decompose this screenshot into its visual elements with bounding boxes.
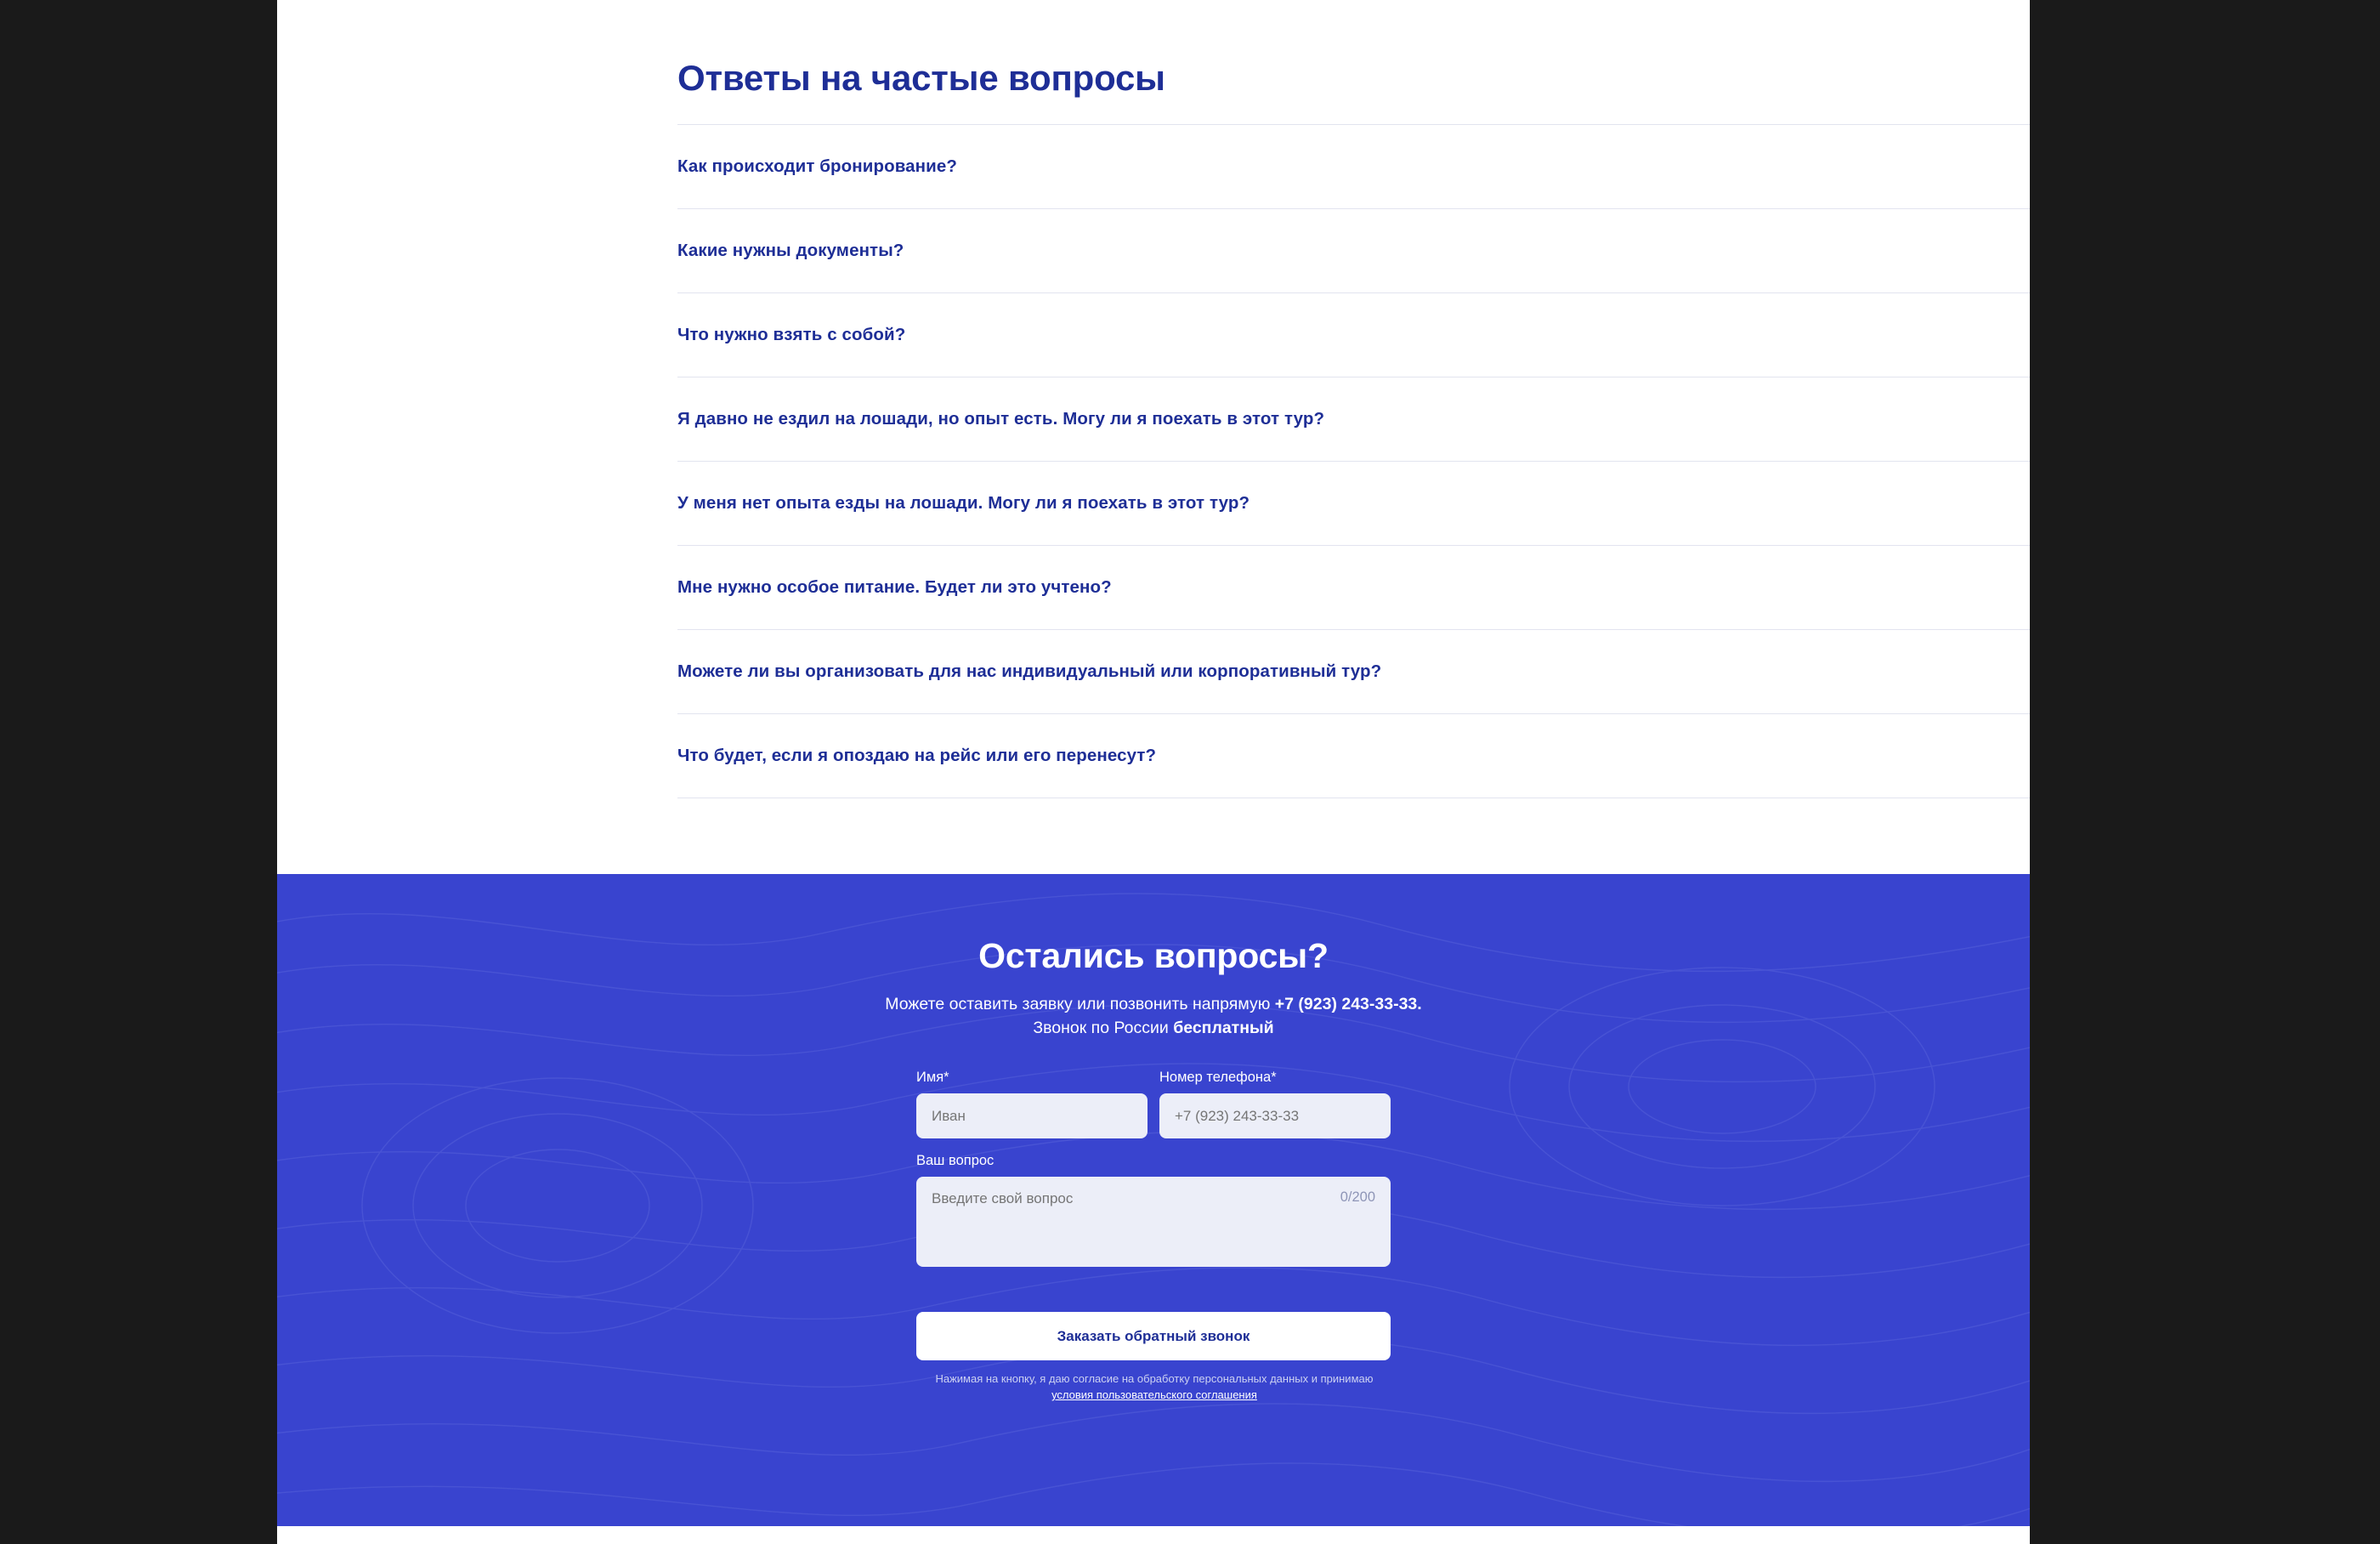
question-field-wrapper [916,1153,1391,1271]
faq-question: Как происходит бронирование? [677,156,957,176]
faq-question: Какие нужны документы? [677,241,904,260]
consent-prefix: Нажимая на кнопку, я даю согласие на обработку персональных данных и принимаю [935,1372,1374,1386]
cta-title: Остались вопросы? [978,936,1329,975]
faq-item[interactable] [677,629,2030,713]
faq-item[interactable] [677,208,2030,292]
question-input-wrapper [916,1177,1391,1271]
cta-subtitle [277,993,2030,1040]
cta-free-label: бесплатный [1173,1018,1274,1037]
faq-item[interactable] [677,713,2030,798]
question-label: Ваш вопрос [916,1153,994,1169]
faq-item[interactable] [677,377,2030,461]
name-field-wrapper [916,1070,1148,1138]
character-counter: 0/200 [1340,1189,1375,1206]
faq-title: Ответы на частые вопросы [677,58,1165,98]
faq-section [277,0,2030,798]
name-label: Имя* [916,1070,949,1086]
faq-question: Можете ли вы организовать для нас индивидуальный или корпоративный тур? [677,661,1382,681]
page-content [277,0,2030,1544]
faq-item[interactable] [677,545,2030,629]
question-textarea[interactable] [916,1177,1391,1267]
faq-question: Мне нужно особое питание. Будет ли это учтено? [677,577,1112,597]
faq-question: Что нужно взять с собой? [677,325,906,344]
callback-form [916,1070,1391,1404]
form-row [916,1070,1391,1138]
faq-question: У меня нет опыта езды на лошади. Могу ли я поехать в этот тур? [677,493,1250,513]
phone-input[interactable] [1159,1093,1391,1138]
faq-question: Я давно не ездил на лошади, но опыт есть. Могу ли я поехать в этот тур? [677,409,1325,429]
faq-item[interactable] [677,461,2030,545]
name-input[interactable] [916,1093,1148,1138]
cta-content [277,874,2030,1404]
cta-subtitle-text-2: Звонок по России [1033,1018,1174,1037]
cta-phone[interactable]: +7 (923) 243-33-33. [1274,995,1422,1013]
contact-cta-section [277,874,2030,1526]
consent-text [916,1371,1392,1404]
faq-question: Что будет, если я опоздаю на рейс или его перенесут? [677,746,1157,765]
user-agreement-link[interactable]: условия пользовательского соглашения [1051,1388,1257,1402]
phone-label: Номер телефона* [1159,1070,1277,1086]
phone-field-wrapper [1159,1070,1391,1138]
faq-item[interactable] [677,124,2030,208]
cta-subtitle-text: Можете оставить заявку или позвонить напрямую [885,995,1275,1013]
faq-item[interactable] [677,292,2030,377]
submit-callback-button[interactable]: Заказать обратный звонок [916,1312,1391,1360]
faq-list [677,124,2030,798]
